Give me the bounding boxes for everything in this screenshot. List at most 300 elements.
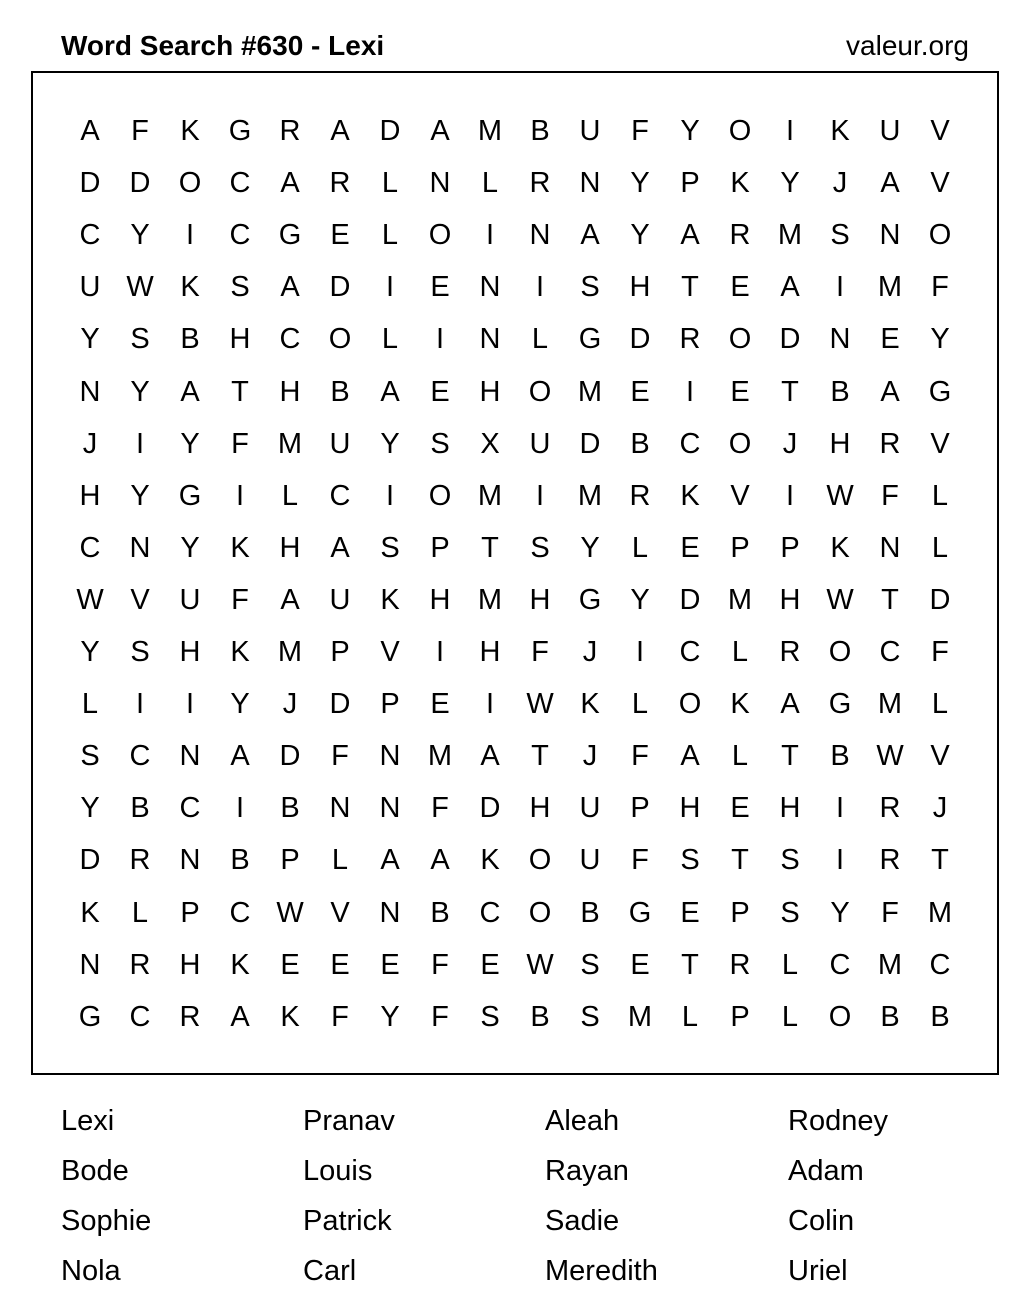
grid-letter: L [331, 844, 349, 877]
grid-letter: W [76, 583, 104, 616]
grid-letter: N [479, 323, 501, 356]
grid-letter: J [282, 688, 298, 721]
grid-letter: K [180, 271, 200, 304]
grid-letter: Y [630, 583, 650, 616]
grid-letter: N [529, 219, 551, 252]
grid-letter: I [835, 792, 845, 825]
grid-letter: E [380, 948, 400, 981]
grid-letter: H [529, 792, 551, 825]
grid-letter: C [279, 323, 301, 356]
grid-letter: O [528, 896, 552, 929]
grid-letter: H [829, 427, 851, 460]
grid-letter: A [230, 1000, 250, 1033]
grid-letter: R [629, 479, 651, 512]
grid-letter: S [80, 740, 100, 773]
grid-letter: A [280, 167, 300, 200]
grid-letter: A [430, 844, 450, 877]
grid-letter: L [781, 948, 799, 981]
grid-letter: C [79, 531, 101, 564]
grid-letter: Y [130, 219, 150, 252]
grid-letter: W [876, 740, 904, 773]
grid-letter: Y [380, 1000, 400, 1033]
letter-grid [31, 71, 999, 1075]
grid-letter: L [681, 1000, 699, 1033]
grid-letter: H [779, 583, 801, 616]
grid-letter: Y [830, 896, 850, 929]
grid-letter: V [930, 115, 950, 147]
grid-letter: N [379, 896, 401, 929]
grid-letter: M [477, 115, 503, 147]
grid-letter: C [129, 740, 151, 773]
grid-letter: R [279, 115, 301, 147]
grid-letter: F [431, 792, 449, 825]
grid-letter: C [879, 636, 901, 668]
grid-letter: G [928, 375, 952, 408]
grid-letter: R [329, 167, 351, 200]
grid-letter: L [481, 167, 499, 200]
grid-letter: A [380, 844, 400, 877]
grid-letter: L [381, 219, 399, 252]
grid-letter: E [430, 375, 450, 408]
grid-letter: R [729, 948, 751, 981]
grid-letter: V [730, 479, 750, 512]
grid-letter: J [82, 427, 98, 460]
grid-letter: I [635, 636, 645, 668]
grid-letter: A [180, 375, 200, 408]
grid-letter: K [730, 688, 750, 721]
grid-letter: F [231, 583, 249, 616]
grid-letter: W [826, 479, 854, 512]
word-list-item: Adam [788, 1155, 864, 1187]
grid-letter: B [130, 792, 150, 825]
grid-letter: I [835, 844, 845, 877]
word-list-item: Bode [61, 1155, 129, 1187]
grid-letter: U [329, 427, 351, 460]
grid-letter: D [479, 792, 501, 825]
grid-letter: S [680, 844, 700, 877]
grid-letter: U [529, 427, 551, 460]
grid-letter: N [479, 271, 501, 304]
grid-letter: I [485, 219, 495, 252]
grid-letter: M [727, 583, 753, 616]
grid-letter: O [828, 636, 852, 668]
grid-letter: K [80, 896, 100, 929]
grid-letter: W [126, 271, 154, 304]
grid-letter: M [577, 375, 603, 408]
grid-letter: A [780, 271, 800, 304]
grid-letter: P [180, 896, 200, 929]
grid-letter: J [582, 740, 598, 773]
grid-letter: N [379, 740, 401, 773]
grid-letter: P [780, 531, 800, 564]
grid-letter: A [280, 583, 300, 616]
grid-letter: H [429, 583, 451, 616]
grid-letter: M [927, 896, 953, 929]
grid-letter: C [679, 636, 701, 668]
grid-letter: U [579, 844, 601, 877]
grid-letter: M [877, 271, 903, 304]
grid-letter: C [229, 167, 251, 200]
grid-letter: J [782, 427, 798, 460]
grid-letter: D [929, 583, 951, 616]
grid-letter: T [781, 740, 799, 773]
grid-letter: R [879, 844, 901, 877]
grid-letter: P [730, 896, 750, 929]
grid-letter: I [385, 271, 395, 304]
grid-letter: R [129, 948, 151, 981]
grid-letter: S [430, 427, 450, 460]
grid-letter: D [379, 115, 401, 147]
grid-letter: D [679, 583, 701, 616]
grid-letter: R [679, 323, 701, 356]
grid-letter: H [529, 583, 551, 616]
grid-letter: N [79, 375, 101, 408]
grid-letter: B [530, 115, 550, 147]
grid-letter: B [830, 740, 850, 773]
grid-letter: V [930, 427, 950, 460]
grid-letter: N [829, 323, 851, 356]
grid-letter: C [79, 219, 101, 252]
grid-letter: F [531, 636, 549, 668]
grid-letter: F [881, 479, 899, 512]
grid-letter: T [681, 948, 699, 981]
grid-letter: H [279, 375, 301, 408]
grid-letter: D [129, 167, 151, 200]
grid-letter: Y [630, 167, 650, 200]
grid-letter: S [580, 948, 600, 981]
site-name[interactable]: valeur.org [846, 30, 969, 61]
grid-letter: A [380, 375, 400, 408]
grid-letter: B [830, 375, 850, 408]
grid-letter: B [630, 427, 650, 460]
grid-letter: L [931, 479, 949, 512]
grid-letter: T [231, 375, 249, 408]
grid-letter: E [880, 323, 900, 356]
grid-letter: E [330, 948, 350, 981]
grid-letter: M [627, 1000, 653, 1033]
grid-letter: D [79, 167, 101, 200]
grid-letter: F [931, 271, 949, 304]
grid-letter: Y [230, 688, 250, 721]
grid-letter: O [928, 219, 952, 252]
grid-letter: C [229, 219, 251, 252]
grid-letter: Y [580, 531, 600, 564]
grid-letter: P [430, 531, 450, 564]
grid-letter: A [680, 219, 700, 252]
grid-letter: M [277, 427, 303, 460]
grid-letter: O [428, 219, 452, 252]
grid-letter: G [228, 115, 252, 147]
grid-letter: N [329, 792, 351, 825]
grid-letter: I [685, 375, 695, 408]
grid-letter: A [580, 219, 600, 252]
grid-letter: I [235, 479, 245, 512]
grid-letter: P [680, 167, 700, 200]
grid-letter: B [930, 1000, 950, 1033]
grid-letter: L [781, 1000, 799, 1033]
grid-letter: L [631, 688, 649, 721]
grid-letter: N [179, 740, 201, 773]
grid-letter: W [526, 688, 554, 721]
grid-letter: T [731, 844, 749, 877]
grid-letter: M [427, 740, 453, 773]
grid-letter: I [785, 479, 795, 512]
grid-letter: K [830, 531, 850, 564]
grid-letter: R [129, 844, 151, 877]
grid-letter: M [477, 479, 503, 512]
word-list-item: Meredith [545, 1255, 658, 1287]
grid-letter: E [330, 219, 350, 252]
grid-letter: A [680, 740, 700, 773]
word-list-item: Lexi [61, 1105, 115, 1137]
word-list-item: Colin [788, 1205, 855, 1237]
grid-letter: V [930, 167, 950, 200]
grid-letter: M [777, 219, 803, 252]
grid-letter: L [81, 688, 99, 721]
grid-letter: M [877, 688, 903, 721]
grid-letter: G [578, 323, 602, 356]
grid-letter: D [329, 688, 351, 721]
grid-letter: D [329, 271, 351, 304]
grid-letter: Y [680, 115, 700, 147]
grid-letter: F [231, 427, 249, 460]
grid-letter: K [230, 948, 250, 981]
grid-letter: D [79, 844, 101, 877]
grid-letter: B [880, 1000, 900, 1033]
grid-letter: R [179, 1000, 201, 1033]
grid-letter: H [779, 792, 801, 825]
grid-letter: C [129, 1000, 151, 1033]
grid-letter: E [680, 896, 700, 929]
grid-letter: M [577, 479, 603, 512]
grid-letter: R [879, 792, 901, 825]
grid-letter: F [331, 1000, 349, 1033]
grid-letter: A [480, 740, 500, 773]
grid-letter: E [630, 375, 650, 408]
grid-letter: V [130, 583, 150, 616]
grid-letter: U [879, 115, 901, 147]
grid-letter: M [877, 948, 903, 981]
grid-letter: E [480, 948, 500, 981]
grid-letter: O [828, 1000, 852, 1033]
grid-letter: I [185, 688, 195, 721]
grid-letter: B [330, 375, 350, 408]
grid-letter: D [279, 740, 301, 773]
grid-letter: N [579, 167, 601, 200]
grid-letter: P [330, 636, 350, 668]
grid-letter: C [929, 948, 951, 981]
grid-letter: P [380, 688, 400, 721]
grid-letter: S [230, 271, 250, 304]
word-list-item: Carl [303, 1255, 357, 1287]
word-list-item: Pranav [303, 1105, 395, 1137]
grid-letter: V [930, 740, 950, 773]
grid-letter: K [180, 115, 200, 147]
grid-letter: C [179, 792, 201, 825]
word-list-item: Nola [61, 1255, 121, 1287]
grid-letter: R [729, 219, 751, 252]
grid-letter: G [178, 479, 202, 512]
grid-letter: O [528, 844, 552, 877]
grid-letter: K [680, 479, 700, 512]
grid-letter: F [631, 115, 649, 147]
grid-letter: T [931, 844, 949, 877]
grid-letter: I [185, 219, 195, 252]
grid-letter: D [779, 323, 801, 356]
grid-letter: D [629, 323, 651, 356]
grid-letter: Y [180, 427, 200, 460]
grid-letter: H [679, 792, 701, 825]
grid-letter: K [730, 167, 750, 200]
grid-letter: W [526, 948, 554, 981]
grid-letter: J [582, 636, 598, 668]
grid-letter: R [779, 636, 801, 668]
grid-letter: C [679, 427, 701, 460]
grid-letter: S [580, 271, 600, 304]
grid-letter: T [781, 375, 799, 408]
grid-letter: L [281, 479, 299, 512]
grid-letter: Y [630, 219, 650, 252]
grid-letter: O [728, 427, 752, 460]
grid-letter: B [430, 896, 450, 929]
grid-letter: Y [130, 479, 150, 512]
grid-letter: B [180, 323, 200, 356]
grid-letter: C [479, 896, 501, 929]
grid-letter: P [730, 531, 750, 564]
grid-letter: L [731, 636, 749, 668]
grid-letter: K [280, 1000, 300, 1033]
grid-letter: K [830, 115, 850, 147]
grid-letter: L [131, 896, 149, 929]
grid-letter: F [431, 1000, 449, 1033]
grid-letter: L [631, 531, 649, 564]
grid-letter: S [780, 844, 800, 877]
grid-letter: I [235, 792, 245, 825]
grid-letter: L [381, 323, 399, 356]
grid-letter: Y [780, 167, 800, 200]
grid-letter: S [380, 531, 400, 564]
grid-letter: Y [130, 375, 150, 408]
grid-letter: T [881, 583, 899, 616]
grid-letter: S [780, 896, 800, 929]
grid-letter: L [381, 167, 399, 200]
grid-letter: Y [180, 531, 200, 564]
grid-letter: M [277, 636, 303, 668]
grid-letter: I [835, 271, 845, 304]
grid-letter: F [631, 740, 649, 773]
grid-letter: Y [80, 323, 100, 356]
puzzle-title: Word Search #630 - Lexi [61, 30, 385, 61]
grid-letter: Y [930, 323, 950, 356]
grid-letter: G [828, 688, 852, 721]
grid-letter: S [480, 1000, 500, 1033]
grid-letter: A [230, 740, 250, 773]
grid-letter: O [528, 375, 552, 408]
grid-letter: B [280, 792, 300, 825]
grid-letter: H [179, 636, 201, 668]
grid-letter: B [230, 844, 250, 877]
grid-letter: F [631, 844, 649, 877]
word-list-item: Louis [303, 1155, 373, 1187]
word-list-item: Sophie [61, 1205, 152, 1237]
grid-letter: G [78, 1000, 102, 1033]
grid-letter: H [279, 531, 301, 564]
word-list-item: Patrick [303, 1205, 392, 1237]
grid-letter: I [485, 688, 495, 721]
word-list-item: Rodney [788, 1105, 888, 1137]
grid-letter: E [730, 271, 750, 304]
grid-letter: P [730, 1000, 750, 1033]
grid-letter: T [531, 740, 549, 773]
word-list-item: Sadie [545, 1205, 620, 1237]
grid-letter: F [881, 896, 899, 929]
grid-letter: A [880, 375, 900, 408]
grid-letter: M [477, 583, 503, 616]
grid-letter: A [880, 167, 900, 200]
grid-letter: E [430, 688, 450, 721]
grid-letter: O [728, 323, 752, 356]
grid-letter: U [579, 792, 601, 825]
grid-letter: D [579, 427, 601, 460]
grid-letter: O [678, 688, 702, 721]
grid-letter: I [785, 115, 795, 147]
grid-letter: O [428, 479, 452, 512]
grid-letter: O [178, 167, 202, 200]
grid-letter: H [479, 636, 501, 668]
grid-letter: E [730, 792, 750, 825]
grid-letter: U [579, 115, 601, 147]
grid-letter: F [331, 740, 349, 773]
grid-letter: E [280, 948, 300, 981]
grid-letter: E [630, 948, 650, 981]
grid-letter: S [530, 531, 550, 564]
grid-letter: A [330, 115, 350, 147]
grid-letter: K [380, 583, 400, 616]
grid-letter: H [479, 375, 501, 408]
grid-letter: U [79, 271, 101, 304]
grid-letter: R [529, 167, 551, 200]
grid-letter: N [379, 792, 401, 825]
grid-letter: N [129, 531, 151, 564]
grid-letter: P [280, 844, 300, 877]
grid-letter: B [530, 1000, 550, 1033]
grid-letter: S [130, 636, 150, 668]
word-list-item: Rayan [545, 1155, 629, 1187]
grid-letter: C [829, 948, 851, 981]
grid-letter: G [628, 896, 652, 929]
grid-letter: A [280, 271, 300, 304]
grid-letter: G [278, 219, 302, 252]
grid-letter: L [531, 323, 549, 356]
grid-letter: S [130, 323, 150, 356]
grid-letter: U [179, 583, 201, 616]
grid-letter: N [879, 531, 901, 564]
grid-letter: U [329, 583, 351, 616]
grid-letter: N [429, 167, 451, 200]
grid-letter: Y [80, 792, 100, 825]
grid-letter: S [580, 1000, 600, 1033]
grid-letter: G [578, 583, 602, 616]
grid-letter: I [135, 427, 145, 460]
grid-letter: E [680, 531, 700, 564]
grid-letter: L [931, 688, 949, 721]
grid-letter: I [385, 479, 395, 512]
grid-letter: H [629, 271, 651, 304]
grid-letter: W [276, 896, 304, 929]
grid-letter: W [826, 583, 854, 616]
grid-letter: E [430, 271, 450, 304]
grid-letter: K [480, 844, 500, 877]
